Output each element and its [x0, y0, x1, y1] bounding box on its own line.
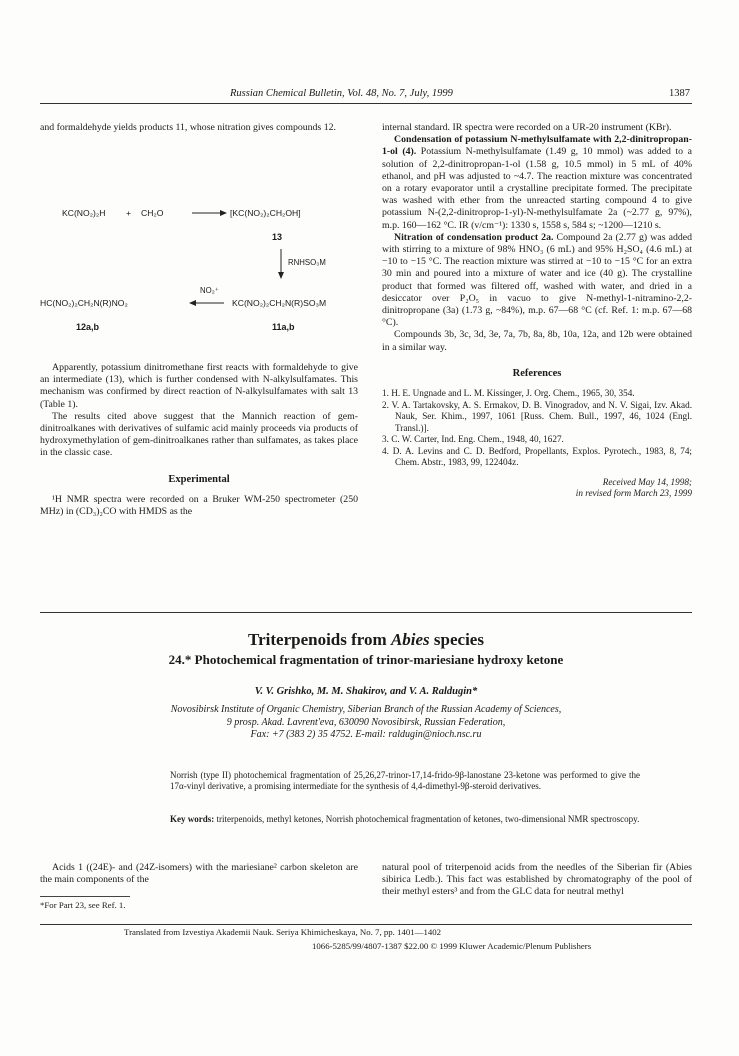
footer-rule	[40, 924, 692, 925]
article-subtitle: 24.* Photochemical fragmentation of trinor-mariesiane hydroxy ketone	[168, 652, 564, 667]
scheme-label-11ab: 11a,b	[272, 322, 295, 332]
scheme-reagent-down: RNHSO₃M	[288, 258, 326, 267]
paragraph-instrument: internal standard. IR spectra were recorded on a UR-20 instrument (KBr).	[382, 122, 672, 133]
article-affiliation	[40, 704, 692, 742]
reaction-scheme	[40, 200, 358, 340]
affiliation-line: Novosibirsk Institute of Organic Chemistry, Siberian Branch of the Russian Academy of Sciences,	[170, 704, 562, 715]
reference-item: 2. V. A. Tartakovsky, A. S. Ermakov, D. B. Vinogradov, and N. V. Sigai, Izv. Akad. Nauk, Ser. Khim., 1997, 1061 [Russ. Chem. Bull., 1997, 46, 1024 (Engl. Transl.)].	[382, 399, 692, 433]
reference-item: 3. C. W. Carter, Ind. Eng. Chem., 1948, 40, 1627.	[382, 434, 564, 445]
received-date	[382, 477, 692, 500]
copyright-line: 1066-5285/99/4807-1387 $22.00 © 1999 Kluwer Academic/Plenum Publishers	[312, 941, 592, 951]
references-heading: References	[512, 367, 562, 379]
paragraph-conclusion: The results cited above suggest that the Mannich reaction of gem-dinitroalkanes with derivatives of sulfamic acid mainly proceeds via products of hydroxymethylation of gem-dinitroalkanes rather than sulfamates, as takes place in the classic case.	[40, 410, 358, 459]
article-title: Triterpenoids from Abies species	[248, 630, 484, 649]
keywords-text: triterpenoids, methyl ketones, Norrish photochemical fragmentation of ketones, two-dimensional NMR spectroscopy.	[216, 814, 640, 824]
procedure-2-text: Compound 2a (2.77 g) was added with stirring to a mixture of 98% HNO₃ (6 mL) and 95% H₂SO₄ (4.6 mL) at −10 to −15 °C. The reaction mixture was stirred at −10 to −15 °C for an extra 30 min and poured into a mixture of water and ice (40 g). The crystalline product that formed was filtered off, washed with water, and dried in a desiccator over P₂O₅ in vacuo to give N-methyl-1-nitramino-2,2-dinitropropane (3a) (1.73 g, ~84%), m.p. 67—68 °C (cf. Ref. 1: m.p. 67—68 °C).	[382, 231, 693, 329]
procedure-1-heading: Condensation of potassium N-methylsulfamate with 2,2-dinitropropan-1-ol (4).	[382, 134, 692, 158]
paragraph-mechanism: Apparently, potassium dinitromethane first reacts with formaldehyde to give an intermediate (13), which is further condensed with N-alkylsulfamates. This mechanism was confirmed by direct reaction of N-alkylsulfamates with salt 13 (Table 1).	[40, 362, 358, 410]
scheme-arrow-right	[190, 208, 228, 218]
experimental-heading: Experimental	[168, 473, 230, 485]
article-separator	[40, 612, 692, 613]
reference-list	[382, 388, 692, 469]
running-title: Russian Chemical Bulletin, Vol. 48, No. 7, July, 1999	[230, 88, 453, 99]
revised-line: in revised form March 23, 1999	[575, 488, 692, 499]
procedure-2-heading: Nitration of condensation product 2a.	[394, 231, 554, 243]
scheme-product-12: HC(NO₂)₂CH₂N(R)NO₂	[40, 298, 128, 308]
scheme-intermediate: [KC(NO₂)₂CH₂OH]	[230, 208, 301, 218]
scheme-arrow-down	[276, 248, 286, 280]
procedure-1-text: Potassium N-methylsulfamate (1.49 g, 10 mmol) was added to a solution of 2,2-dinitropropan-1-ol (1.58 g, 10.5 mmol) in 5 mL of 40% ethanol, and pH was adjusted to ~4.7. The reaction mixture was concentrated on a rotary evaporator until a crystalline precipitate formed. The precipitate was washed with ether from the unreacted starting compound 4 to give potassium N-(2,2-dinitroprop-1-yl)-N-methylsulfamate 2a (~2.77 g, 97%), m.p. 160—162 °C. IR (v/cm⁻¹): 1330 s, 1558 s, 584 s; ~1200—1210 s.	[382, 146, 692, 231]
affiliation-line: 9 prosp. Akad. Lavrent'eva, 630090 Novosibirsk, Russian Federation,	[226, 716, 506, 728]
keywords	[170, 814, 640, 825]
experimental-text: ¹H NMR spectra were recorded on a Bruker WM-250 spectrometer (250 MHz) in (CD₃)₂CO with HMDS as the	[40, 493, 358, 518]
body-text-right: natural pool of triterpenoid acids from the needles of the Siberian fir (Abies sibirica Ledb.). This fact was established by chromatography of the pool of their methyl esters³ and from the GLC data for neutral methyl	[382, 862, 692, 898]
scheme-reagent-nitronium: NO₂⁺	[200, 286, 219, 295]
keywords-label: Key words:	[170, 814, 215, 824]
article-body-left	[40, 862, 358, 886]
scheme-reactant-2: CH₂O	[141, 208, 164, 218]
scheme-reactant-1: KC(NO₂)₂H	[62, 208, 106, 218]
footnote: *For Part 23, see Ref. 1.	[40, 900, 126, 910]
reference-item: 4. D. A. Levins and C. D. Bedford, Propellants, Explos. Pyrotech., 1983, 8, 74; Chem. Abstr., 1983, 99, 122404z.	[382, 445, 692, 468]
intro-text: and formaldehyde yields products 11, whose nitration gives compounds 12.	[40, 122, 336, 133]
received-line: Received May 14, 1998;	[602, 476, 692, 487]
scheme-label-12ab: 12a,b	[76, 322, 100, 332]
scheme-plus: +	[126, 208, 132, 218]
header-rule	[40, 103, 692, 104]
left-column-body	[40, 362, 358, 518]
article-authors: V. V. Grishko, M. M. Shakirov, and V. A. Raldugin*	[254, 686, 478, 697]
right-column	[382, 122, 692, 500]
footnote-rule	[40, 896, 130, 897]
translation-note: Translated from Izvestiya Akademii Nauk. Seriya Khimicheskaya, No. 7, pp. 1401—1402	[124, 927, 442, 937]
article-body-right	[382, 862, 692, 899]
title-genus: Abies	[390, 630, 430, 649]
body-text-left: Acids 1 ((24E)- and (24Z-isomers) with the mariesiane² carbon skeleton are the main components of the	[40, 862, 358, 886]
scheme-arrow-left	[188, 298, 226, 308]
affiliation-line: Fax: +7 (383 2) 35 4752. E-mail: raldugin@nioch.nsc.ru	[250, 729, 482, 740]
left-column	[40, 122, 358, 134]
reference-item: 1. H. E. Ungnade and L. M. Kissinger, J. Org. Chem., 1965, 30, 354.	[382, 388, 635, 399]
scheme-label-13: 13	[272, 232, 283, 242]
article-abstract: Norrish (type II) photochemical fragmentation of 25,26,27-trinor-17,14-frido-9β-lanostane 23-ketone was performed to give the 17α-vinyl derivative, a promising intermediate for the synthesis of 4,4-dimethyl-9β-steroid derivatives.	[170, 770, 640, 792]
scheme-product-11: KC(NO₂)₂CH₂N(R)SO₃M	[232, 298, 327, 308]
paragraph-similar-compounds: Compounds 3b, 3c, 3d, 3e, 7a, 7b, 8a, 8b, 10a, 12a, and 12b were obtained in a similar way.	[382, 329, 692, 353]
page-number: 1387	[669, 88, 690, 99]
